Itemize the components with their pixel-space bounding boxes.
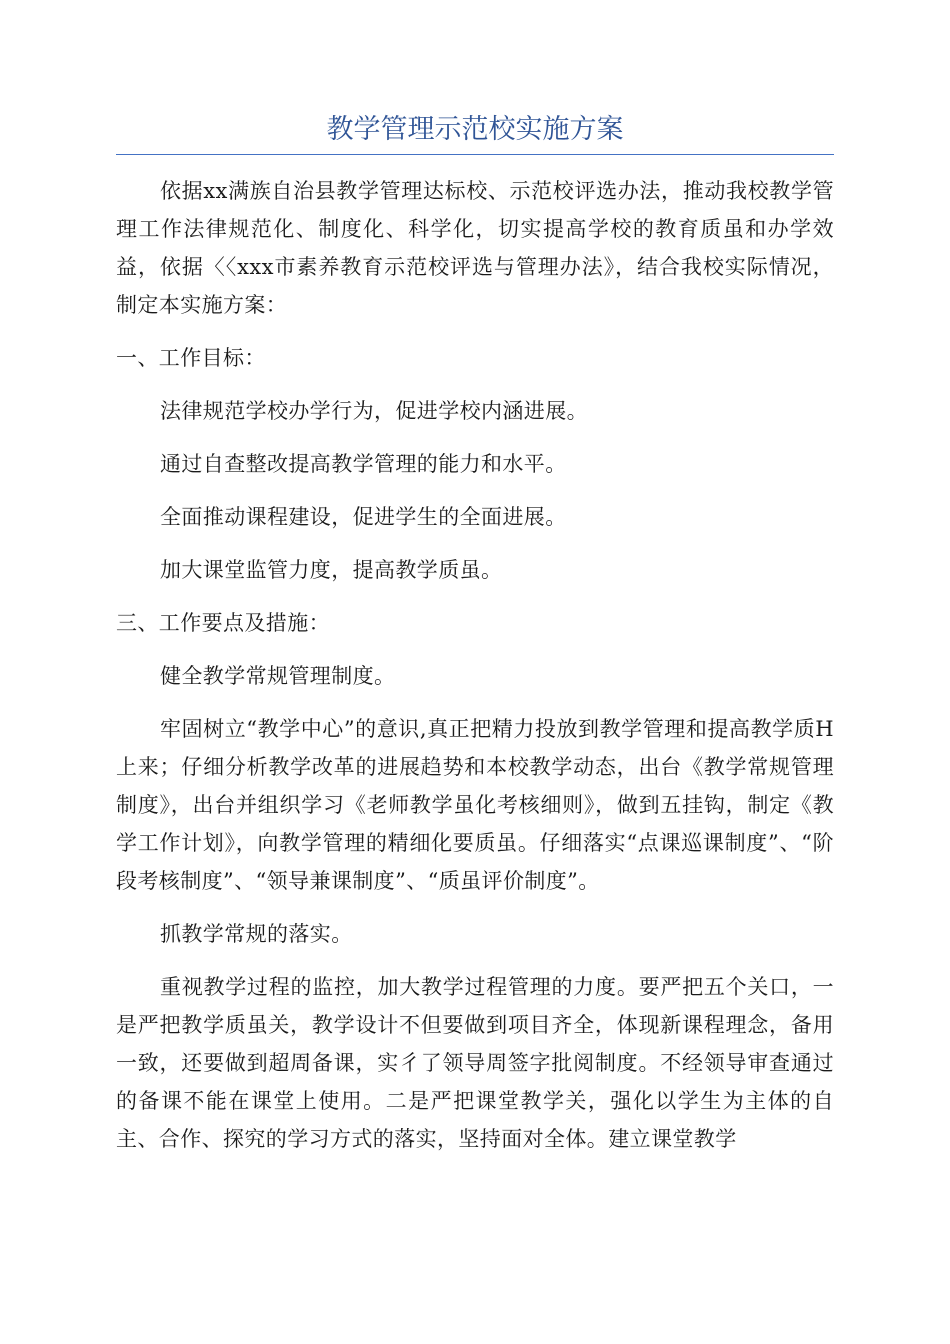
measure-paragraph: 牢固树立“教学中心”的意识,真正把精力投放到教学管理和提高教学质H上来；仔细分析教学改革的进展趋势和本校教学动态，出台《教学常规管理制度》，出台并组织学习《老师教学虽化考核细则》，做到五挂钩，制定《教学工作计划》，向教学管理的精细化要质虽。仔细落实“点课巡课制度”、“阶段考核制度”、“领导兼课制度”、“质虽评价制度”。 [116,717,834,893]
goal-item: 法律规范学校办学行为，促进学校内涵进展。 [160,399,588,423]
goal-item: 加大课堂监管力度，提高教学质虽。 [160,558,503,582]
goal-item: 全面推动课程建设，促进学生的全面进展。 [160,505,567,529]
measure-subheading: 健全教学常规管理制度。 [160,664,396,688]
section-heading-measures: 三、工作要点及措施： [116,611,330,635]
document-body [116,172,834,1173]
document-title: 教学管理示范校实施方案 [326,114,624,145]
section-heading-goals: 一、工作目标： [116,346,266,370]
measure-paragraph: 重视教学过程的监控，加大教学过程管理的力度。要严把五个关口，一是严把教学质虽关，教学设计不但要做到项目齐全，体现新课程理念，备用一致，还要做到超周备课，实彳了领导周签字批阅制度。不经领导审查通过的备课不能在课堂上使用。二是严把课堂教学关，强化以学生为主体的自主、合作、探究的学习方式的落实，坚持面对全体。建立课堂教学 [116,975,834,1151]
goal-item: 通过自查整改提高教学管理的能力和水平。 [160,452,567,476]
measure-subheading: 抓教学常规的落实。 [160,922,353,946]
intro-paragraph: 依据xx满族自治县教学管理达标校、示范校评选办法，推动我校教学管理工作法律规范化、制度化、科学化，切实提高学校的教育质虽和办学效益，依据〈〈xxx市素养教育示范校评选与管理办法》，结合我校实际情况，制定本实施方案： [116,179,834,317]
title-underline [116,154,834,155]
